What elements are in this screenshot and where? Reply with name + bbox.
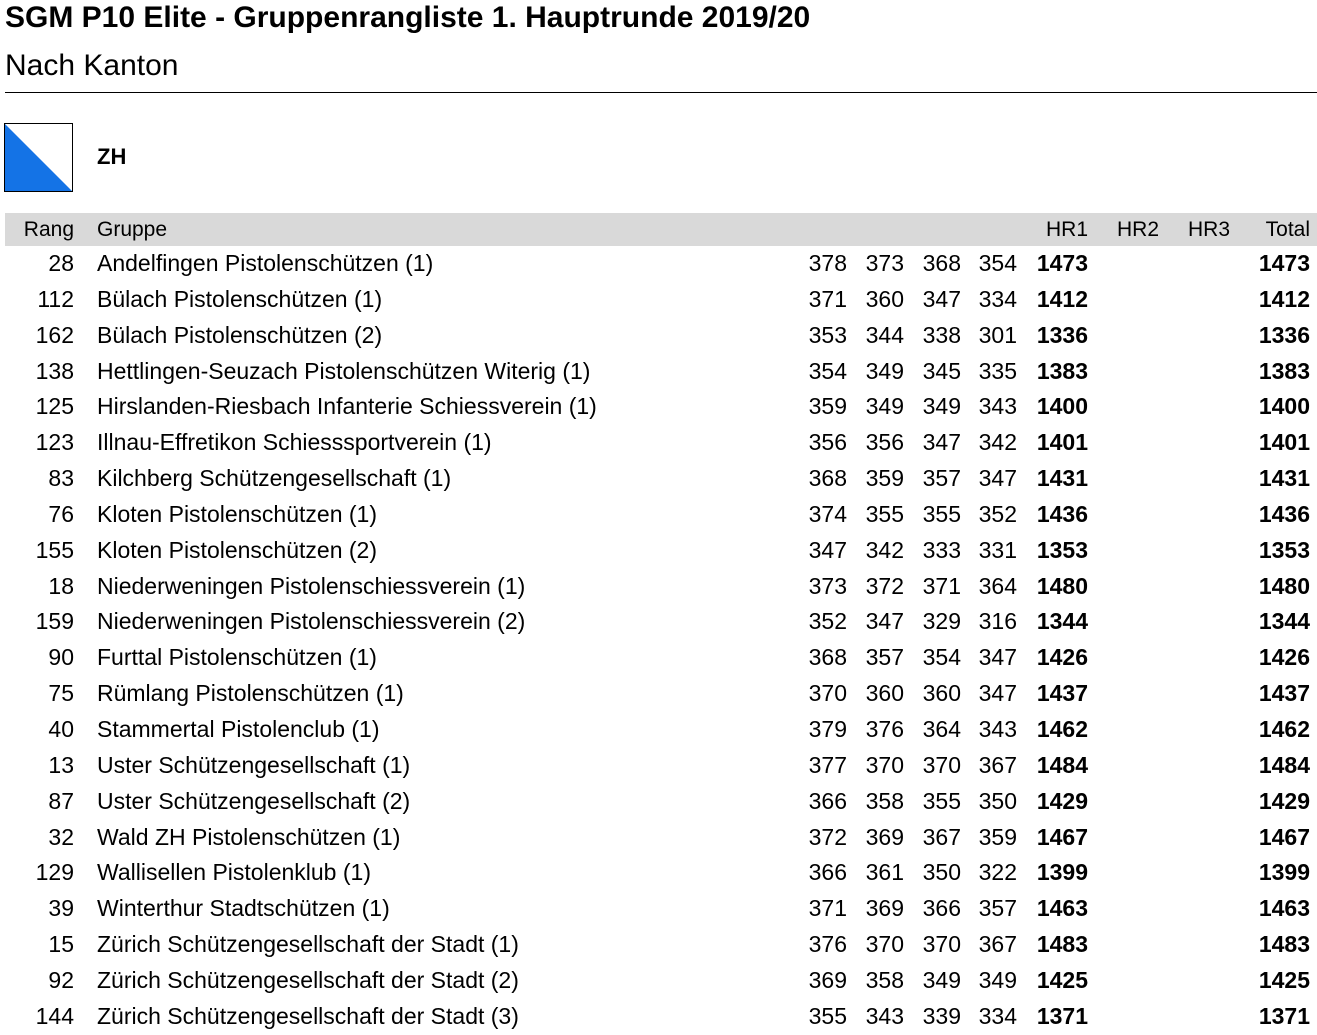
cell-s2: 343 (865, 1002, 904, 1029)
cell-s2: 358 (865, 787, 904, 814)
cell-hr1: 1462 (1036, 715, 1088, 742)
table-row (5, 712, 1317, 748)
cell-s2: 347 (865, 608, 904, 635)
cell-hr1: 1400 (1036, 393, 1088, 420)
cell-total: 1462 (1258, 715, 1310, 742)
cell-s4: 349 (978, 966, 1017, 993)
cell-gruppe: Andelfingen Pistolenschützen (1) (97, 250, 434, 276)
cell-s3: 338 (922, 321, 961, 348)
cell-rang: 13 (48, 751, 74, 778)
cell-rang: 155 (35, 536, 74, 563)
cell-total: 1429 (1258, 787, 1310, 814)
cell-gruppe: Niederweningen Pistolenschiessverein (2) (97, 608, 526, 635)
cell-total: 1353 (1258, 536, 1310, 563)
header-rang: Rang (23, 218, 74, 241)
cell-gruppe: Winterthur Stadtschützen (1) (97, 895, 390, 922)
table-row (5, 784, 1317, 820)
cell-total: 1400 (1258, 393, 1310, 420)
cell-s2: 369 (865, 823, 904, 850)
cell-s3: 329 (922, 608, 961, 635)
cell-gruppe: Zürich Schützengesellschaft der Stadt (2) (97, 966, 519, 993)
cell-total: 1437 (1258, 680, 1310, 707)
table-row (5, 676, 1317, 712)
cell-rang: 112 (37, 285, 74, 312)
cell-s4: 347 (978, 465, 1017, 492)
cell-s2: 376 (865, 715, 904, 742)
cell-s3: 349 (922, 393, 961, 420)
cell-rang: 39 (48, 895, 74, 922)
table-row (5, 569, 1317, 605)
header-hr1: HR1 (1045, 218, 1088, 241)
cell-total: 1467 (1258, 823, 1310, 850)
cell-s1: 368 (808, 644, 847, 671)
table-row (5, 855, 1317, 891)
cell-rang: 144 (35, 1002, 74, 1029)
cell-s1: 374 (808, 500, 847, 527)
cell-gruppe: Uster Schützengesellschaft (1) (97, 751, 411, 778)
cell-rang: 92 (48, 966, 74, 993)
cell-gruppe: Wallisellen Pistolenklub (1) (97, 859, 371, 886)
cell-s3: 360 (922, 680, 961, 707)
cell-s3: 349 (922, 966, 961, 993)
cell-s4: 316 (978, 608, 1017, 635)
cell-s2: 356 (865, 429, 904, 456)
table-row (5, 891, 1317, 927)
cell-s4: 331 (978, 536, 1017, 563)
cell-s1: 373 (808, 572, 847, 599)
cell-gruppe: Hettlingen-Seuzach Pistolenschützen Witerig (1) (97, 357, 591, 384)
cell-total: 1473 (1258, 250, 1310, 276)
cell-total: 1484 (1258, 751, 1310, 778)
cell-s4: 367 (978, 931, 1017, 958)
cell-s3: 370 (922, 751, 961, 778)
cell-s4: 334 (978, 1002, 1017, 1029)
cell-hr1: 1344 (1036, 608, 1088, 635)
cell-s2: 358 (865, 966, 904, 993)
table-row (5, 354, 1317, 390)
header-total: Total (1265, 218, 1310, 241)
cell-s3: 339 (922, 1002, 961, 1029)
table-row (5, 425, 1317, 461)
cell-gruppe: Uster Schützengesellschaft (2) (97, 787, 411, 814)
cell-s1: 377 (808, 751, 847, 778)
cell-hr1: 1467 (1036, 823, 1088, 850)
table-row (5, 461, 1317, 497)
cell-s4: 357 (978, 895, 1017, 922)
cell-total: 1336 (1258, 321, 1310, 348)
cell-s3: 357 (922, 465, 961, 492)
cell-s2: 369 (865, 895, 904, 922)
cell-s1: 355 (808, 1002, 847, 1029)
page-title: SGM P10 Elite - Gruppenrangliste 1. Hauptrunde 2019/20 (5, 1, 811, 34)
table-row (5, 318, 1317, 354)
table-row (5, 533, 1317, 569)
cell-s2: 361 (865, 859, 904, 886)
cell-s3: 347 (922, 429, 961, 456)
cell-s3: 364 (922, 715, 961, 742)
table-body (5, 246, 1317, 1035)
cell-hr1: 1473 (1036, 250, 1088, 276)
cell-total: 1436 (1258, 500, 1310, 527)
cell-total: 1483 (1258, 931, 1310, 958)
cell-gruppe: Illnau-Effretikon Schiesssportverein (1) (97, 429, 492, 456)
cell-hr1: 1483 (1036, 931, 1088, 958)
cell-rang: 40 (48, 715, 74, 742)
cell-gruppe: Zürich Schützengesellschaft der Stadt (1) (97, 931, 519, 958)
cell-total: 1425 (1258, 966, 1310, 993)
cell-s4: 354 (978, 250, 1017, 276)
cell-s1: 353 (808, 321, 847, 348)
cell-hr1: 1437 (1036, 680, 1088, 707)
cell-gruppe: Bülach Pistolenschützen (1) (97, 285, 383, 312)
cell-s4: 334 (978, 285, 1017, 312)
cell-hr1: 1336 (1036, 321, 1088, 348)
cell-s3: 347 (922, 285, 961, 312)
cell-s1: 372 (808, 823, 847, 850)
cell-s4: 359 (978, 823, 1017, 850)
cell-s4: 347 (978, 680, 1017, 707)
cell-s3: 333 (922, 536, 961, 563)
header-gruppe: Gruppe (97, 218, 168, 241)
table-row (5, 604, 1317, 640)
cell-total: 1431 (1258, 465, 1310, 492)
header-hr3: HR3 (1187, 218, 1230, 241)
cell-s1: 366 (808, 787, 847, 814)
header-hr2: HR2 (1116, 218, 1159, 241)
cell-rang: 18 (48, 572, 74, 599)
cell-s2: 360 (865, 680, 904, 707)
cell-s1: 370 (808, 680, 847, 707)
cell-s3: 366 (922, 895, 961, 922)
cell-s4: 352 (978, 500, 1017, 527)
cell-rang: 123 (35, 429, 74, 456)
cell-gruppe: Bülach Pistolenschützen (2) (97, 321, 383, 348)
cell-hr1: 1426 (1036, 644, 1088, 671)
cell-total: 1383 (1258, 357, 1310, 384)
cell-hr1: 1480 (1036, 572, 1088, 599)
table-row (5, 927, 1317, 963)
table-row (5, 820, 1317, 856)
cell-s4: 343 (978, 393, 1017, 420)
cell-hr1: 1383 (1036, 357, 1088, 384)
table-row (5, 246, 1317, 282)
cell-s4: 301 (978, 321, 1017, 348)
cell-s3: 354 (922, 644, 961, 671)
cell-gruppe: Wald ZH Pistolenschützen (1) (97, 823, 401, 850)
zurich-flag-icon (4, 123, 73, 192)
cell-hr1: 1425 (1036, 966, 1088, 993)
cell-s4: 367 (978, 751, 1017, 778)
cell-rang: 83 (48, 465, 74, 492)
cell-rang: 90 (48, 644, 74, 671)
table-row (5, 640, 1317, 676)
cell-rang: 159 (35, 608, 74, 635)
cell-hr1: 1399 (1036, 859, 1088, 886)
cell-total: 1399 (1258, 859, 1310, 886)
cell-gruppe: Rümlang Pistolenschützen (1) (97, 680, 404, 707)
cell-gruppe: Kloten Pistolenschützen (1) (97, 500, 377, 527)
table-row (5, 999, 1317, 1035)
cell-s1: 378 (808, 250, 847, 276)
cell-gruppe: Kilchberg Schützengesellschaft (1) (97, 465, 452, 492)
cell-hr1: 1436 (1036, 500, 1088, 527)
cell-gruppe: Hirslanden-Riesbach Infanterie Schiessverein (1) (97, 393, 597, 420)
cell-rang: 32 (48, 823, 74, 850)
cell-rang: 75 (48, 680, 74, 707)
cell-s3: 345 (922, 357, 961, 384)
cell-rang: 125 (35, 393, 74, 420)
cell-rang: 138 (35, 357, 74, 384)
cell-s1: 369 (808, 966, 847, 993)
cell-rang: 76 (48, 500, 74, 527)
cell-total: 1401 (1258, 429, 1310, 456)
cell-hr1: 1463 (1036, 895, 1088, 922)
cell-total: 1412 (1258, 285, 1310, 312)
table-row (5, 497, 1317, 533)
cell-s3: 370 (922, 931, 961, 958)
cell-s2: 372 (865, 572, 904, 599)
cell-s4: 347 (978, 644, 1017, 671)
table-row (5, 389, 1317, 425)
cell-s2: 344 (865, 321, 904, 348)
cell-rang: 87 (48, 787, 74, 814)
cell-hr1: 1429 (1036, 787, 1088, 814)
title-divider (5, 92, 1317, 93)
cell-total: 1463 (1258, 895, 1310, 922)
cell-s1: 352 (808, 608, 847, 635)
cell-s1: 371 (808, 285, 847, 312)
page-subtitle: Nach Kanton (5, 49, 179, 82)
cell-hr1: 1412 (1036, 285, 1088, 312)
table-header (5, 213, 1317, 246)
cell-s2: 370 (865, 751, 904, 778)
cell-s4: 364 (978, 572, 1017, 599)
cell-rang: 129 (35, 859, 74, 886)
cell-gruppe: Furttal Pistolenschützen (1) (97, 644, 377, 671)
canton-label: ZH (97, 144, 127, 169)
cell-s2: 373 (865, 250, 904, 276)
cell-s1: 379 (808, 715, 847, 742)
cell-hr1: 1353 (1036, 536, 1088, 563)
zurich-flag-graphic (5, 124, 72, 191)
cell-rang: 162 (35, 321, 74, 348)
cell-s1: 371 (808, 895, 847, 922)
cell-total: 1426 (1258, 644, 1310, 671)
table-row (5, 963, 1317, 999)
cell-s1: 376 (808, 931, 847, 958)
cell-total: 1344 (1258, 608, 1310, 635)
cell-s4: 322 (978, 859, 1017, 886)
table-row (5, 282, 1317, 318)
cell-s2: 360 (865, 285, 904, 312)
cell-s3: 355 (922, 500, 961, 527)
cell-hr1: 1371 (1036, 1002, 1088, 1029)
cell-gruppe: Zürich Schützengesellschaft der Stadt (3) (97, 1002, 519, 1029)
cell-gruppe: Niederweningen Pistolenschiessverein (1) (97, 572, 526, 599)
cell-s2: 349 (865, 357, 904, 384)
cell-s1: 366 (808, 859, 847, 886)
cell-s2: 357 (865, 644, 904, 671)
cell-s1: 368 (808, 465, 847, 492)
cell-gruppe: Kloten Pistolenschützen (2) (97, 536, 377, 563)
cell-hr1: 1484 (1036, 751, 1088, 778)
cell-s4: 350 (978, 787, 1017, 814)
cell-s4: 342 (978, 429, 1017, 456)
cell-s1: 356 (808, 429, 847, 456)
cell-hr1: 1401 (1036, 429, 1088, 456)
ranking-table (5, 213, 1317, 1035)
cell-s2: 370 (865, 931, 904, 958)
cell-s2: 359 (865, 465, 904, 492)
cell-s2: 342 (865, 536, 904, 563)
cell-total: 1371 (1258, 1002, 1310, 1029)
cell-s3: 368 (922, 250, 961, 276)
cell-rang: 28 (48, 250, 74, 276)
table-row (5, 748, 1317, 784)
cell-s4: 343 (978, 715, 1017, 742)
cell-s1: 354 (808, 357, 847, 384)
cell-gruppe: Stammertal Pistolenclub (1) (97, 715, 380, 742)
cell-s3: 350 (922, 859, 961, 886)
cell-s4: 335 (978, 357, 1017, 384)
cell-total: 1480 (1258, 572, 1310, 599)
cell-s3: 355 (922, 787, 961, 814)
cell-hr1: 1431 (1036, 465, 1088, 492)
cell-s1: 359 (808, 393, 847, 420)
cell-rang: 15 (48, 931, 74, 958)
cell-s2: 349 (865, 393, 904, 420)
cell-s3: 371 (922, 572, 961, 599)
cell-s3: 367 (922, 823, 961, 850)
cell-s2: 355 (865, 500, 904, 527)
cell-s1: 347 (808, 536, 847, 563)
